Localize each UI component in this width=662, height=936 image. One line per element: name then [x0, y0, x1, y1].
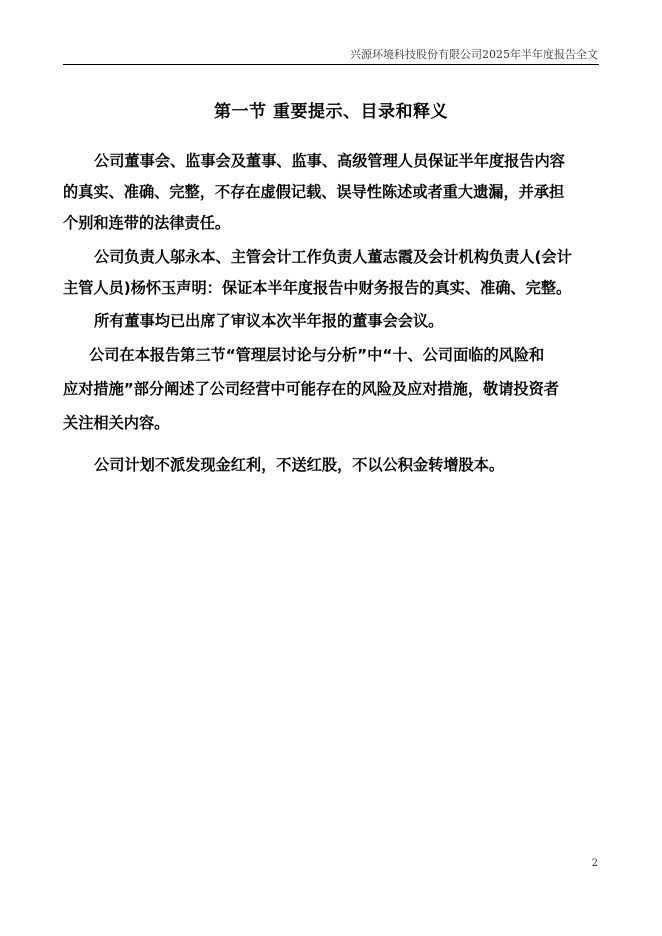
paragraph-line: 个别和连带的法律责任。 — [63, 214, 231, 232]
running-title: 兴源环境科技股份有限公司2025年半年度报告全文 — [350, 48, 598, 61]
page-number: 2 — [591, 858, 598, 869]
paragraph-line: 的真实、准确、完整，不存在虚假记载、误导性陈述或者重大遗漏，并承担 — [63, 183, 565, 201]
paragraph-line: 应对措施”部分阐述了公司经营中可能存在的风险及应对措施，敬请投资者 — [63, 380, 559, 398]
paragraph-line: 主管人员)杨怀玉声明：保证本半年度报告中财务报告的真实、准确、完整。 — [63, 279, 572, 297]
header-divider — [63, 64, 599, 65]
paragraph-line: 所有董事均已出席了审议本次半年报的董事会会议。 — [94, 312, 444, 330]
paragraph-line: 公司董事会、监事会及董事、监事、高级管理人员保证半年度报告内容 — [94, 152, 565, 170]
paragraph-line: 公司计划不派发现金红利，不送红股，不以公积金转增股本。 — [94, 456, 505, 474]
section-title: 第一节 重要提示、目录和释义 — [214, 102, 448, 122]
paragraph-line: 公司负责人邬永本、主管会计工作负责人董志霞及会计机构负责人(会计 — [94, 248, 572, 266]
paragraph-line: 关注相关内容。 — [63, 414, 170, 432]
paragraph-line: 公司在本报告第三节“管理层讨论与分析”中“十、公司面临的风险和 — [89, 346, 545, 364]
